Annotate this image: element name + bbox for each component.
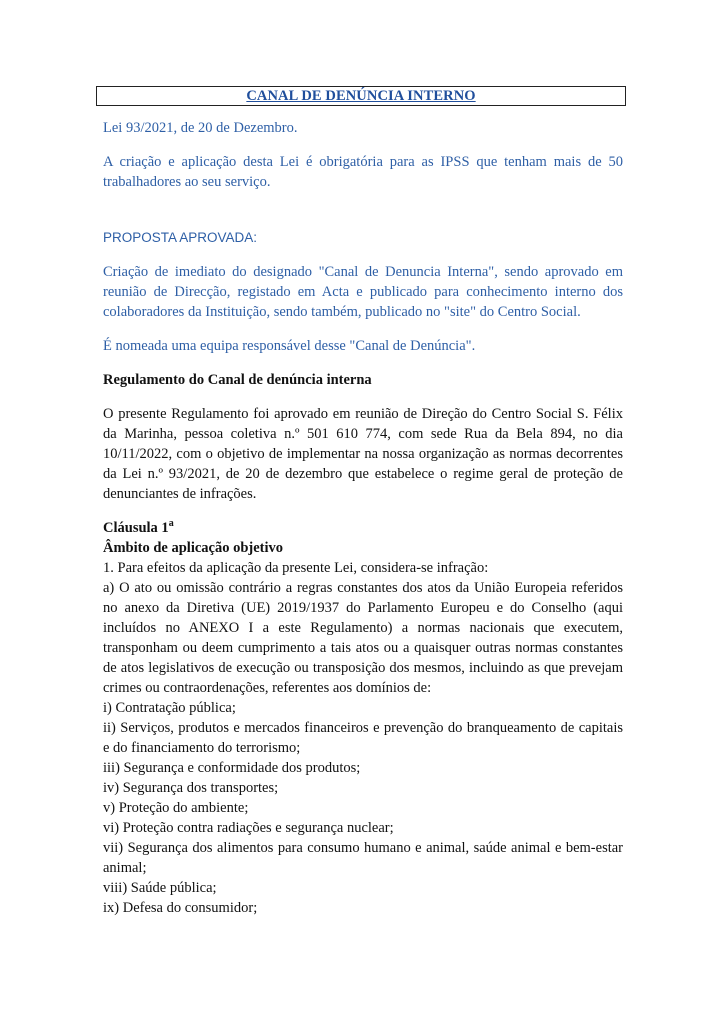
list-item: i) Contratação pública;	[103, 700, 236, 716]
law-note: A criação e aplicação desta Lei é obrigatória para as IPSS que tenham mais de 50 trabalhadores ao seu serviço.	[103, 154, 623, 190]
clause-title	[103, 518, 623, 538]
list-item: iii) Segurança e conformidade dos produtos;	[103, 760, 361, 776]
list-item: ix) Defesa do consumidor;	[103, 900, 258, 916]
point-1: 1. Para efeitos da aplicação da presente Lei, considera-se infração:	[103, 560, 489, 576]
document-body	[103, 118, 623, 918]
regulation-intro: O presente Regulamento foi aprovado em reunião de Direção do Centro Social S. Félix da Marinha, pessoa coletiva n.º 501 610 774, com sede Rua da Bela 894, no dia 10/11/2022, com o objetivo de implementar na nossa organização as normas decorrentes da Lei n.º 93/2021, de 20 de dezembro que estabelece o regime geral de proteção de denunciantes de infrações.	[103, 406, 623, 502]
list-item: viii) Saúde pública;	[103, 880, 217, 896]
clause-superscript: a	[168, 518, 174, 530]
proposal-heading: PROPOSTA APROVADA:	[103, 230, 258, 245]
list-item: vi) Proteção contra radiações e segurança nuclear;	[103, 820, 394, 836]
domain-list	[103, 698, 623, 918]
proposal-text: Criação de imediato do designado "Canal de Denuncia Interna", sendo aprovado em reunião de Direcção, registado em Acta e publicado para conhecimento interno dos colaboradores da Instituição, sendo também, publicado no "site" do Centro Social.	[103, 264, 623, 320]
list-item: ii) Serviços, produtos e mercados financeiros e prevenção do branqueamento de capitais e do financiamento do terrorismo;	[103, 720, 623, 756]
list-item: v) Proteção do ambiente;	[103, 800, 249, 816]
document-title: CANAL DE DENÚNCIA INTERNO	[246, 87, 476, 104]
list-item: vii) Segurança dos alimentos para consumo humano e animal, saúde animal e bem-estar animal;	[103, 840, 623, 876]
team-note: É nomeada uma equipa responsável desse "Canal de Denúncia".	[103, 338, 476, 354]
title-box	[96, 86, 626, 106]
clause-subtitle: Âmbito de aplicação objetivo	[103, 540, 284, 556]
clause-label: Cláusula 1	[103, 520, 169, 536]
regulation-heading: Regulamento do Canal de denúncia interna	[103, 372, 372, 388]
law-reference: Lei 93/2021, de 20 de Dezembro.	[103, 120, 298, 136]
list-item: iv) Segurança dos transportes;	[103, 780, 279, 796]
point-a: a) O ato ou omissão contrário a regras constantes dos atos da União Europeia referidos no anexo da Diretiva (UE) 2019/1937 do Parlamento Europeu e do Conselho (aqui incluídos no ANEXO I a este Regulamento) a normas nacionais que executem, transponham ou deem cumprimento a tais atos ou a quaisquer outras normas constantes de atos legislativos de execução ou transposição dos mesmos, incluindo as que prevejam crimes ou contraordenações, referentes aos domínios de:	[103, 580, 623, 696]
